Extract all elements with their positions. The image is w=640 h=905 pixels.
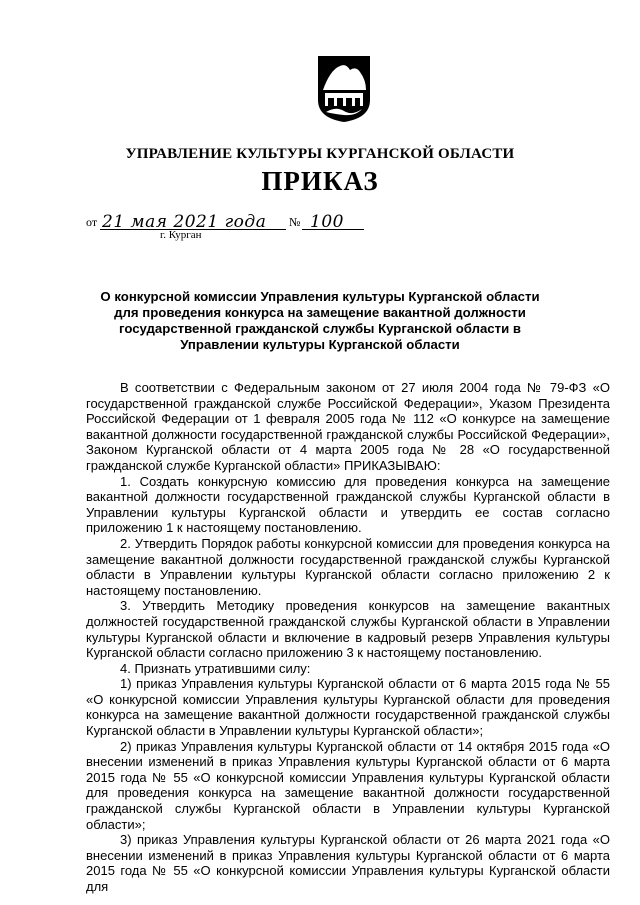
handwritten-date: 21 мая 2021 года: [102, 212, 267, 232]
document-title: О конкурсной комиссии Управления культуры Курганской области для проведения конкурса на замещение вакантной должности государственной гражданской службы Курганской области в Управлении культуры Курганской области: [100, 289, 540, 352]
subclause-paragraph: 3) приказ Управления культуры Курганской области от 26 марта 2021 года «О внесении изменений в приказ Управления культуры Курганской области от 6 марта 2015 года № 55 «О конкурсной комиссии Управления культуры Курганской области для: [86, 832, 610, 894]
city: г. Курган: [160, 229, 202, 241]
coat-of-arms-icon: [316, 54, 372, 124]
date-label: от: [86, 215, 98, 229]
document-type: ПРИКАЗ: [261, 166, 379, 196]
handwritten-number: 100: [310, 212, 344, 232]
clause-paragraph: 4. Признать утратившими силу:: [120, 660, 311, 676]
organization-name: УПРАВЛЕНИЕ КУЛЬТУРЫ КУРГАНСКОЙ ОБЛАСТИ: [125, 146, 515, 162]
subclause-paragraph: 1) приказ Управления культуры Курганской области от 6 марта 2015 года № 55 «О конкурсной комиссии Управления культуры Курганской области для проведения конкурса на замещение вакантной должности государственной гражданской службы Курганской области в Управлении культуры Курганской области»;: [86, 676, 610, 739]
subclause-paragraph: 2) приказ Управления культуры Курганской области от 14 октября 2015 года «О внесении изменений в приказ Управления культуры Курганской области от 6 марта 2015 года № 55 «О конкурсной комиссии Управления культуры Курганской области для проведения конкурса на замещение вакантной должности государственной гражданской службы Курганской области в Управлении культуры Курганской области»;: [86, 738, 610, 832]
document-body: [86, 380, 610, 895]
number-label: №: [289, 215, 301, 229]
clause-paragraph: 2. Утвердить Порядок работы конкурсной комиссии для проведения конкурса на замещение вакантной должности государственной гражданской службы Курганской области в Управлении культуры Курганской области согласно приложению 2 к настоящему постановлению.: [86, 535, 610, 598]
preamble-paragraph: В соответствии с Федеральным законом от 27 июля 2004 года № 79-ФЗ «О государственной гражданской службе Российской Федерации», Указом Президента Российской Федерации от 1 февраля 2005 года № 112 «О конкурсе на замещение вакантной должности государственной гражданской службы Российской Федерации», Законом Курганской области от 4 марта 2005 года № 28 «О государственной гражданской службе Курганской области» ПРИКАЗЫВАЮ:: [86, 380, 610, 473]
clause-paragraph: 1. Создать конкурсную комиссию для проведения конкурса на замещение вакантной должности государственной гражданской службы Курганской области в Управлении культуры Курганской области и утвердить ее состав согласно приложению 1 к настоящему постановлению.: [86, 473, 610, 536]
clause-paragraph: 3. Утвердить Методику проведения конкурсов на замещение вакантных должностей государственной гражданской службы Курганской области в Управлении культуры Курганской области и включение в кадровый резерв Управления культуры Курганской области согласно приложению 3 к настоящему постановлению.: [86, 598, 610, 661]
date-number-row: [86, 212, 446, 234]
